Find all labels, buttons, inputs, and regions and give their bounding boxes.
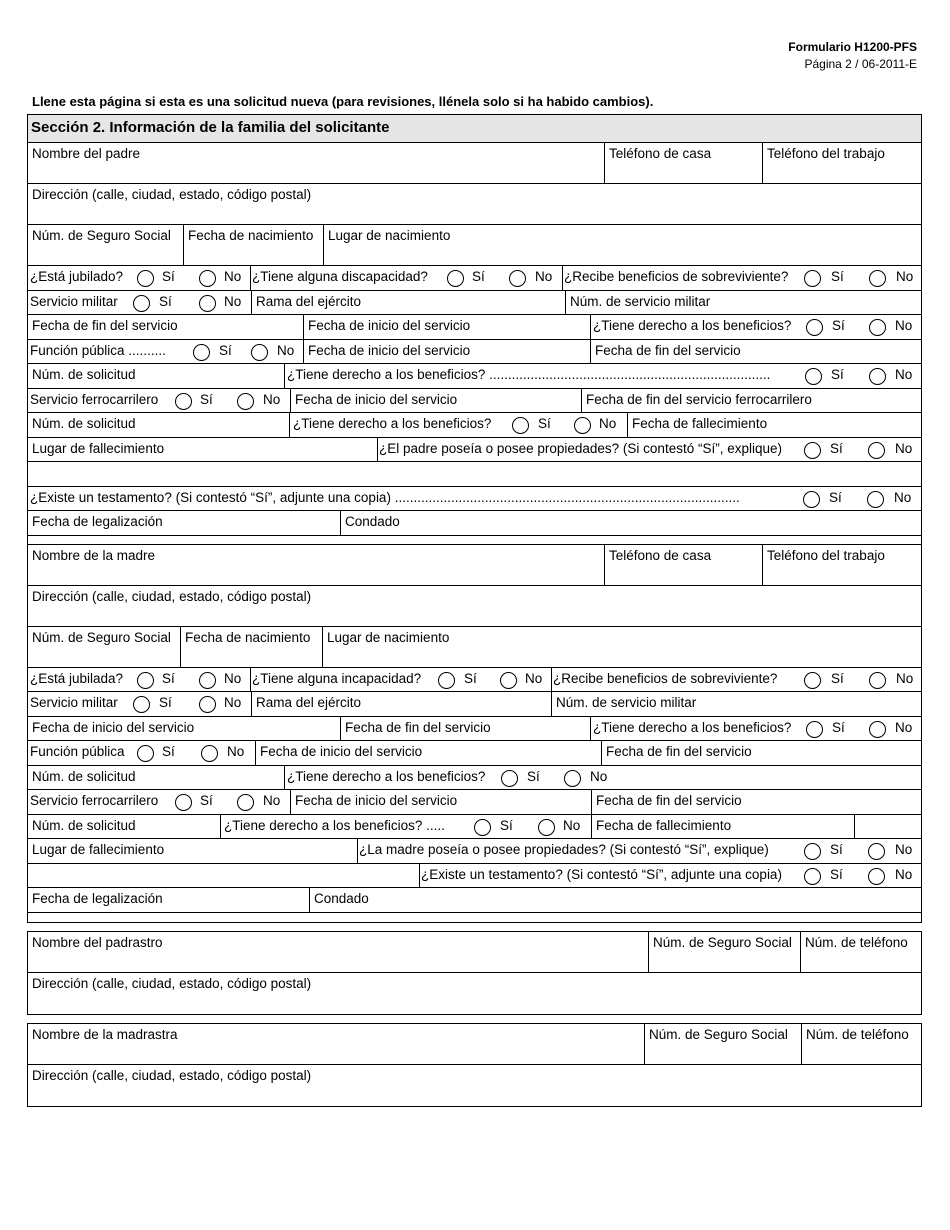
no-label: No bbox=[895, 367, 913, 382]
stepmother-address-label: Dirección (calle, ciudad, estado, código postal) bbox=[32, 1068, 312, 1083]
father-entitled-long-label: ¿Tiene derecho a los beneficios? ........................................................................... bbox=[287, 367, 771, 382]
father-disability-cell bbox=[250, 266, 562, 290]
father-pob-label: Lugar de nacimiento bbox=[328, 228, 451, 243]
yes-label: Sí bbox=[832, 719, 845, 735]
father-entitled-cell bbox=[590, 315, 922, 339]
mother-will-no-radio[interactable] bbox=[868, 868, 885, 885]
father-claim-num-label: Núm. de solicitud bbox=[32, 367, 136, 382]
stepmother-box bbox=[27, 1023, 922, 1107]
father-probate-row bbox=[28, 511, 921, 536]
father-railroad-yes-radio[interactable] bbox=[175, 393, 192, 410]
father-public-service-no-radio[interactable] bbox=[251, 344, 268, 361]
father-disability-no-radio[interactable] bbox=[509, 270, 526, 287]
mother-retired-label: ¿Está jubilada? bbox=[30, 670, 124, 686]
father-survivor-yes-radio[interactable] bbox=[804, 270, 821, 287]
yes-label: Sí bbox=[538, 416, 551, 431]
no-label: No bbox=[599, 416, 617, 431]
mother-will-row bbox=[28, 864, 921, 889]
father-military-num-field[interactable] bbox=[565, 291, 922, 315]
mother-survivor-label: ¿Recibe beneficios de sobreviviente? bbox=[553, 670, 778, 686]
father-entitled-no-radio[interactable] bbox=[869, 319, 886, 336]
father-ps-end-field[interactable] bbox=[590, 340, 922, 364]
father-railroad-row bbox=[28, 389, 921, 414]
father-entitled2-label: ¿Tiene derecho a los beneficios? bbox=[293, 416, 492, 431]
father-death-place-field[interactable] bbox=[28, 438, 377, 462]
stepmother-address-field[interactable] bbox=[28, 1065, 922, 1106]
mother-public-service-label: Función pública bbox=[30, 744, 125, 759]
stepfather-address-row bbox=[28, 973, 921, 1014]
mother-claim2-row bbox=[28, 815, 921, 840]
stepfather-ssn-label: Núm. de Seguro Social bbox=[653, 935, 792, 950]
yes-label: Sí bbox=[500, 817, 513, 833]
stepmother-address-row bbox=[28, 1065, 921, 1106]
mother-birth-row bbox=[28, 627, 921, 668]
no-label: No bbox=[224, 269, 242, 284]
father-property-no-radio[interactable] bbox=[868, 442, 885, 459]
mother-county-field[interactable] bbox=[309, 888, 922, 912]
mother-service-row bbox=[28, 717, 921, 742]
mother-pob-field[interactable] bbox=[322, 627, 922, 667]
father-service-start-field[interactable] bbox=[303, 315, 590, 339]
mother-entitled-b-label: ¿Tiene derecho a los beneficios? bbox=[287, 768, 486, 784]
stepfather-name-field[interactable] bbox=[28, 932, 648, 972]
yes-label: Sí bbox=[830, 866, 843, 882]
father-public-service-label: Función pública .......... bbox=[30, 342, 166, 358]
mother-entitled2-yes-radio[interactable] bbox=[474, 819, 491, 836]
father-address-field[interactable] bbox=[28, 184, 922, 224]
mother-claim-num2-field[interactable] bbox=[28, 815, 220, 839]
father-survivor-cell bbox=[562, 266, 922, 290]
no-label: No bbox=[263, 793, 281, 808]
father-service-row bbox=[28, 315, 921, 340]
yes-label: Sí bbox=[831, 367, 844, 382]
mother-railroad-yes-radio[interactable] bbox=[175, 794, 192, 811]
mother-service-end-label: Fecha de fin del servicio bbox=[345, 719, 491, 735]
stepmother-ssn-field[interactable] bbox=[644, 1024, 801, 1064]
father-death-date-field[interactable] bbox=[627, 413, 922, 437]
mother-address-row bbox=[28, 586, 921, 627]
yes-label: Sí bbox=[829, 489, 842, 505]
father-military-no-radio[interactable] bbox=[199, 295, 216, 312]
stepmother-phone-label: Núm. de teléfono bbox=[806, 1027, 909, 1042]
stepfather-box bbox=[27, 931, 922, 1015]
no-label: No bbox=[224, 695, 242, 710]
father-survivor-no-radio[interactable] bbox=[869, 270, 886, 287]
father-will-label: ¿Existe un testamento? (Si contestó “Sí”, adjunte una copia) ............................................................................................ bbox=[30, 489, 740, 505]
mother-survivor-cell bbox=[551, 668, 922, 692]
mother-entitled-yes-radio[interactable] bbox=[806, 721, 823, 738]
mother-entitled2-cell bbox=[220, 815, 591, 839]
yes-label: Sí bbox=[472, 269, 485, 284]
father-service-end-field[interactable] bbox=[28, 315, 303, 339]
mother-public-service-row bbox=[28, 741, 921, 766]
mother-military-label: Servicio militar bbox=[30, 695, 118, 710]
father-property-explain-row[interactable] bbox=[28, 462, 921, 487]
section-divider bbox=[28, 536, 921, 545]
father-work-phone-field[interactable] bbox=[762, 143, 922, 183]
yes-label: Sí bbox=[832, 318, 845, 333]
mother-railroad-label: Servicio ferrocarrilero bbox=[30, 793, 159, 808]
mother-retired-no-radio[interactable] bbox=[199, 672, 216, 689]
mother-dob-label: Fecha de nacimiento bbox=[185, 629, 311, 645]
no-label: No bbox=[895, 842, 913, 857]
father-death-date-label: Fecha de fallecimiento bbox=[632, 416, 768, 431]
mother-death-place-field[interactable] bbox=[28, 839, 357, 863]
father-ps-end-label: Fecha de fin del servicio bbox=[595, 342, 741, 358]
section-title: Sección 2. Información de la familia del solicitante bbox=[28, 115, 921, 143]
yes-label: Sí bbox=[830, 440, 843, 456]
mother-disability-no-radio[interactable] bbox=[500, 672, 517, 689]
mother-property-yes-radio[interactable] bbox=[804, 843, 821, 860]
yes-label: Sí bbox=[162, 269, 175, 284]
no-label: No bbox=[896, 269, 914, 284]
stepfather-address-field[interactable] bbox=[28, 973, 922, 1014]
mother-railroad-row bbox=[28, 790, 921, 815]
yes-label: Sí bbox=[831, 269, 844, 284]
mother-death-place-label: Lugar de fallecimiento bbox=[32, 842, 165, 857]
father-rr-end-label: Fecha de fin del servicio ferrocarrilero bbox=[586, 391, 812, 407]
mother-entitled-label: ¿Tiene derecho a los beneficios? bbox=[593, 719, 792, 735]
yes-label: Sí bbox=[159, 695, 172, 710]
father-entitled2-no-radio[interactable] bbox=[574, 417, 591, 434]
father-claim-row bbox=[28, 364, 921, 389]
no-label: No bbox=[525, 670, 543, 686]
father-pob-field[interactable] bbox=[323, 225, 922, 265]
mother-disability-yes-radio[interactable] bbox=[438, 672, 455, 689]
father-death-row bbox=[28, 438, 921, 463]
no-label: No bbox=[563, 817, 581, 833]
mother-ps-start-field[interactable] bbox=[255, 741, 601, 765]
father-survivor-label: ¿Recibe beneficios de sobreviviente? bbox=[564, 269, 789, 284]
stepmother-name-row bbox=[28, 1024, 921, 1065]
father-ssn-field[interactable] bbox=[28, 225, 183, 265]
instructions: Llene esta página si esta es una solicitud nueva (para revisiones, llénela solo si ha habido cambios). bbox=[32, 94, 654, 109]
no-label: No bbox=[227, 744, 245, 759]
mother-entitled2-no-radio[interactable] bbox=[538, 819, 555, 836]
mother-service-start-label: Fecha de inicio del servicio bbox=[32, 719, 195, 735]
father-property-cell bbox=[377, 438, 922, 462]
father-address-label: Dirección (calle, ciudad, estado, código postal) bbox=[32, 187, 312, 202]
father-retired-no-radio[interactable] bbox=[199, 270, 216, 287]
mother-property-no-radio[interactable] bbox=[868, 843, 885, 860]
father-will-yes-radio[interactable] bbox=[803, 491, 820, 508]
mother-retired-yes-radio[interactable] bbox=[137, 672, 154, 689]
yes-label: Sí bbox=[464, 670, 477, 686]
father-entitled-long-cell bbox=[284, 364, 922, 388]
mother-survivor-yes-radio[interactable] bbox=[804, 672, 821, 689]
father-retired-label: ¿Está jubilado? bbox=[30, 269, 124, 284]
father-service-start-label: Fecha de inicio del servicio bbox=[308, 318, 471, 333]
mother-entitled2-label: ¿Tiene derecho a los beneficios? ..... bbox=[224, 817, 445, 833]
stepfather-name-label: Nombre del padrastro bbox=[32, 935, 163, 950]
mother-address-label: Dirección (calle, ciudad, estado, código postal) bbox=[32, 588, 312, 604]
yes-label: Sí bbox=[219, 342, 232, 358]
yes-label: Sí bbox=[159, 293, 172, 309]
mother-work-phone-field[interactable] bbox=[762, 545, 922, 585]
mother-will-label: ¿Existe un testamento? (Si contestó “Sí”, adjunte una copia) bbox=[421, 866, 782, 882]
mother-entitled-cell bbox=[590, 717, 922, 741]
mother-name-label: Nombre de la madre bbox=[32, 547, 156, 563]
father-home-phone-label: Teléfono de casa bbox=[609, 146, 712, 161]
father-claim-num2-field[interactable] bbox=[28, 413, 289, 437]
mother-branch-label: Rama del ejército bbox=[256, 695, 362, 710]
father-ssn-label: Núm. de Seguro Social bbox=[32, 228, 171, 243]
page-info: Página 2 / 06-2011-E bbox=[804, 57, 917, 71]
father-dob-label: Fecha de nacimiento bbox=[188, 228, 314, 243]
mother-service-start-field[interactable] bbox=[28, 717, 340, 741]
mother-public-service-yes-radio[interactable] bbox=[137, 745, 154, 762]
father-public-service-yes-radio[interactable] bbox=[193, 344, 210, 361]
yes-label: Sí bbox=[527, 768, 540, 784]
no-label: No bbox=[895, 719, 913, 735]
father-home-phone-field[interactable] bbox=[604, 143, 762, 183]
father-county-label: Condado bbox=[345, 514, 400, 529]
mother-address-field[interactable] bbox=[28, 586, 922, 626]
father-retired-yes-radio[interactable] bbox=[137, 270, 154, 287]
stepfather-phone-field[interactable] bbox=[800, 932, 922, 972]
yes-label: Sí bbox=[200, 793, 213, 808]
mother-probate-row bbox=[28, 888, 921, 913]
mother-rr-start-field[interactable] bbox=[290, 790, 591, 814]
mother-survivor-no-radio[interactable] bbox=[869, 672, 886, 689]
mother-military-num-label: Núm. de servicio militar bbox=[556, 695, 697, 710]
mother-ssn-label: Núm. de Seguro Social bbox=[32, 629, 171, 645]
mother-entitled-no-radio[interactable] bbox=[869, 721, 886, 738]
father-disability-label: ¿Tiene alguna discapacidad? bbox=[252, 269, 428, 284]
mother-claim-num2-label: Núm. de solicitud bbox=[32, 817, 136, 833]
mother-death-date-label: Fecha de fallecimiento bbox=[596, 817, 732, 833]
father-military-yes-radio[interactable] bbox=[133, 295, 150, 312]
mother-entitled-b-cell bbox=[284, 766, 922, 790]
mother-military-num-field[interactable] bbox=[551, 692, 922, 716]
father-birth-row bbox=[28, 225, 921, 266]
mother-work-phone-label: Teléfono del trabajo bbox=[767, 547, 885, 563]
no-label: No bbox=[896, 670, 914, 686]
mother-railroad-no-radio[interactable] bbox=[237, 794, 254, 811]
mother-rr-start-label: Fecha de inicio del servicio bbox=[295, 793, 458, 808]
no-label: No bbox=[895, 440, 913, 456]
form-number: Formulario H1200-PFS bbox=[788, 40, 917, 54]
father-ps-start-label: Fecha de inicio del servicio bbox=[308, 342, 471, 358]
mother-claim-entitled-yes-radio[interactable] bbox=[501, 770, 518, 787]
father-military-num-label: Núm. de servicio militar bbox=[570, 293, 711, 309]
no-label: No bbox=[277, 342, 295, 358]
mother-claim-entitled-no-radio[interactable] bbox=[564, 770, 581, 787]
mother-disability-label: ¿Tiene alguna incapacidad? bbox=[252, 670, 422, 686]
father-claim-num2-label: Núm. de solicitud bbox=[32, 416, 136, 431]
mother-death-row bbox=[28, 839, 921, 864]
mother-property-explain-field[interactable] bbox=[28, 864, 419, 888]
father-probate-field[interactable] bbox=[28, 511, 340, 535]
mother-military-no-radio[interactable] bbox=[199, 696, 216, 713]
father-entitled2-cell bbox=[289, 413, 627, 437]
father-property-label: ¿El padre poseía o posee propiedades? (Si contestó “Sí”, explique) bbox=[379, 440, 782, 456]
father-probate-label: Fecha de legalización bbox=[32, 514, 163, 529]
mother-rr-end-field[interactable] bbox=[591, 790, 922, 814]
mother-claim-num-label: Núm. de solicitud bbox=[32, 768, 136, 784]
stepfather-ssn-field[interactable] bbox=[648, 932, 800, 972]
stepfather-name-row bbox=[28, 932, 921, 973]
father-county-field[interactable] bbox=[340, 511, 922, 535]
father-rr-start-label: Fecha de inicio del servicio bbox=[295, 391, 458, 407]
stepmother-ssn-label: Núm. de Seguro Social bbox=[649, 1027, 788, 1042]
mother-home-phone-field[interactable] bbox=[604, 545, 762, 585]
mother-will-yes-radio[interactable] bbox=[804, 868, 821, 885]
mother-status-row bbox=[28, 668, 921, 693]
no-label: No bbox=[590, 768, 608, 784]
father-branch-field[interactable] bbox=[251, 291, 565, 315]
mother-will-cell bbox=[419, 864, 922, 888]
yes-label: Sí bbox=[162, 670, 175, 686]
father-claim-entitled-no-radio[interactable] bbox=[869, 368, 886, 385]
mother-probate-label: Fecha de legalización bbox=[32, 891, 163, 906]
father-status-row bbox=[28, 266, 921, 291]
stepfather-address-label: Dirección (calle, ciudad, estado, código postal) bbox=[32, 976, 312, 991]
mother-probate-field[interactable] bbox=[28, 888, 309, 912]
father-dob-field[interactable] bbox=[183, 225, 323, 265]
stepmother-name-field[interactable] bbox=[28, 1024, 644, 1064]
father-property-yes-radio[interactable] bbox=[804, 442, 821, 459]
mother-disability-cell bbox=[250, 668, 551, 692]
mother-property-cell bbox=[357, 839, 922, 863]
stepmother-phone-field[interactable] bbox=[801, 1024, 922, 1064]
mother-public-service-no-radio[interactable] bbox=[201, 745, 218, 762]
father-claim-num-field[interactable] bbox=[28, 364, 284, 388]
no-label: No bbox=[224, 293, 242, 309]
mother-death-date-extra-field[interactable] bbox=[854, 815, 922, 839]
mother-branch-field[interactable] bbox=[251, 692, 551, 716]
father-will-row bbox=[28, 487, 921, 512]
mother-pob-label: Lugar de nacimiento bbox=[327, 629, 450, 645]
yes-label: Sí bbox=[162, 744, 175, 759]
father-entitled2-yes-radio[interactable] bbox=[512, 417, 529, 434]
mother-military-yes-radio[interactable] bbox=[133, 696, 150, 713]
family-section bbox=[27, 114, 922, 923]
father-rr-start-field[interactable] bbox=[290, 389, 581, 413]
yes-label: Sí bbox=[200, 391, 213, 407]
no-label: No bbox=[894, 489, 912, 505]
father-disability-yes-radio[interactable] bbox=[447, 270, 464, 287]
father-entitled-yes-radio[interactable] bbox=[806, 319, 823, 336]
father-work-phone-label: Teléfono del trabajo bbox=[767, 146, 885, 161]
father-death-place-label: Lugar de fallecimiento bbox=[32, 440, 165, 456]
mother-death-date-field[interactable] bbox=[591, 815, 854, 839]
mother-ps-start-label: Fecha de inicio del servicio bbox=[260, 744, 423, 759]
father-ps-start-field[interactable] bbox=[303, 340, 590, 364]
father-name-label: Nombre del padre bbox=[32, 146, 141, 161]
mother-service-end-field[interactable] bbox=[340, 717, 590, 741]
father-military-label: Servicio militar bbox=[30, 293, 118, 309]
mother-ssn-field[interactable] bbox=[28, 627, 180, 667]
father-railroad-label: Servicio ferrocarrilero bbox=[30, 391, 159, 407]
yes-label: Sí bbox=[830, 842, 843, 857]
father-name-field[interactable] bbox=[28, 143, 604, 183]
mother-ps-end-label: Fecha de fin del servicio bbox=[606, 744, 752, 759]
father-service-end-label: Fecha de fin del servicio bbox=[32, 318, 178, 333]
no-label: No bbox=[895, 318, 913, 333]
father-rr-end-field[interactable] bbox=[581, 389, 922, 413]
mother-military-row bbox=[28, 692, 921, 717]
father-railroad-no-radio[interactable] bbox=[237, 393, 254, 410]
mother-name-row bbox=[28, 545, 921, 586]
stepfather-phone-label: Núm. de teléfono bbox=[805, 935, 908, 950]
no-label: No bbox=[224, 670, 242, 686]
father-name-row bbox=[28, 143, 921, 184]
mother-rr-end-label: Fecha de fin del servicio bbox=[596, 793, 742, 808]
stepmother-name-label: Nombre de la madrastra bbox=[32, 1027, 178, 1042]
yes-label: Sí bbox=[831, 670, 844, 686]
mother-ps-end-field[interactable] bbox=[601, 741, 922, 765]
mother-county-label: Condado bbox=[314, 891, 369, 906]
mother-property-label: ¿La madre poseía o posee propiedades? (Si contestó “Sí”, explique) bbox=[359, 842, 769, 857]
father-public-service-row bbox=[28, 340, 921, 365]
father-entitled-label: ¿Tiene derecho a los beneficios? bbox=[593, 318, 792, 333]
no-label: No bbox=[895, 866, 913, 882]
mother-home-phone-label: Teléfono de casa bbox=[609, 547, 712, 563]
mother-claim-num-field[interactable] bbox=[28, 766, 284, 790]
father-claim-entitled-yes-radio[interactable] bbox=[805, 368, 822, 385]
section-bottom-spacer bbox=[28, 913, 921, 922]
father-claim2-row bbox=[28, 413, 921, 438]
mother-name-field[interactable] bbox=[28, 545, 604, 585]
father-address-row bbox=[28, 184, 921, 225]
father-will-no-radio[interactable] bbox=[867, 491, 884, 508]
father-branch-label: Rama del ejército bbox=[256, 293, 362, 309]
no-label: No bbox=[535, 269, 553, 284]
mother-dob-field[interactable] bbox=[180, 627, 322, 667]
father-military-row bbox=[28, 291, 921, 316]
mother-claim-row bbox=[28, 766, 921, 791]
no-label: No bbox=[263, 391, 281, 407]
